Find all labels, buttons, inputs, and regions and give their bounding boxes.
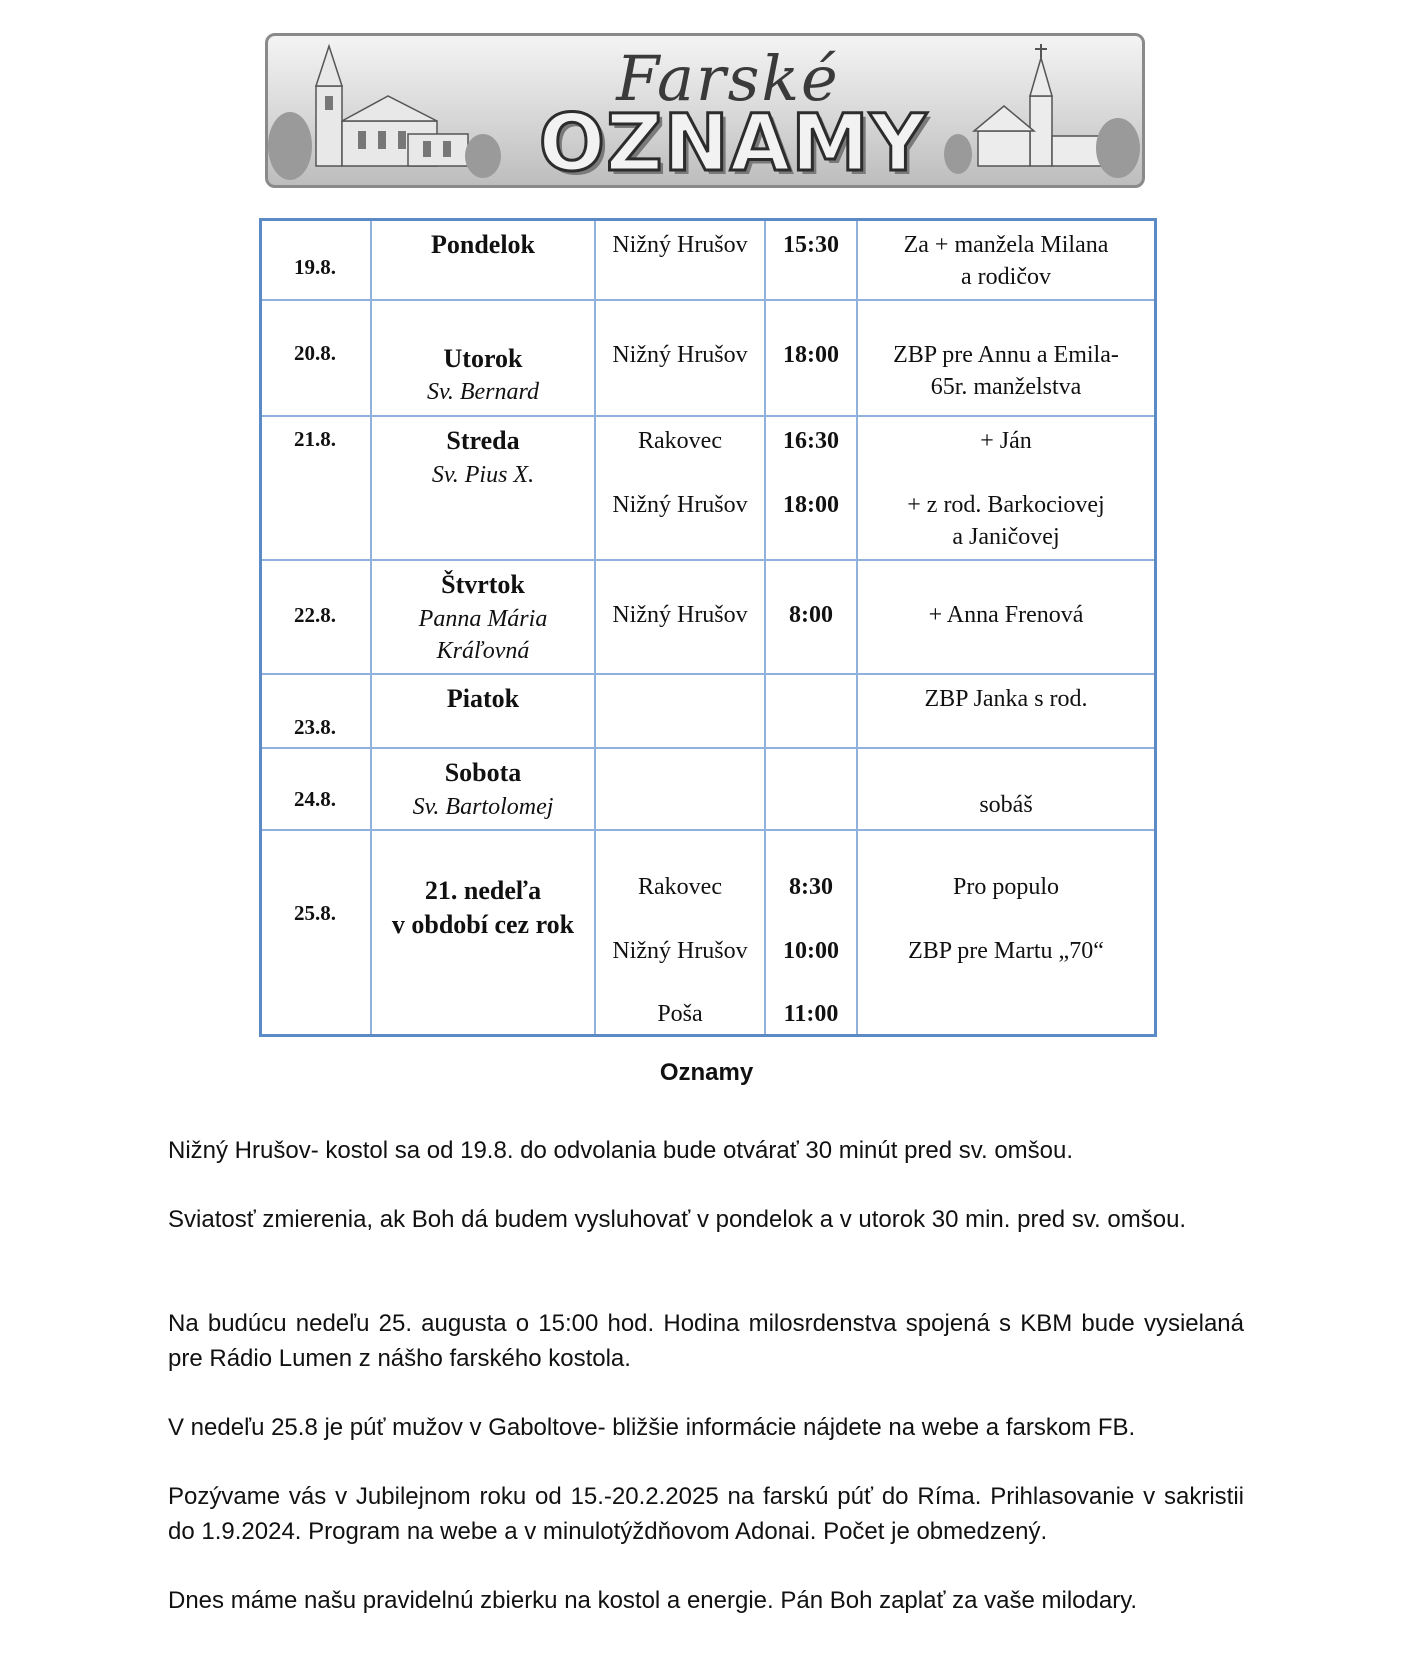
intention-text: ZBP Janka s rod. — [924, 685, 1088, 712]
date-cell — [261, 674, 372, 748]
date-cell — [261, 220, 372, 300]
day-cell — [371, 416, 595, 560]
announcements-title: Oznamy — [659, 1059, 754, 1086]
time-text: 10:00 — [783, 937, 839, 964]
date-text: 22.8. — [294, 602, 336, 627]
table-row — [261, 748, 1156, 830]
day-cell — [371, 830, 595, 1036]
place-cell — [595, 748, 765, 830]
announcement-paragraph: Na budúcu nedeľu 25. augusta o 15:00 hod. Hodina milosrdenstva spojená s KBM bude vysielaná pre Rádio Lumen z nášho farského kostola. — [168, 1310, 1244, 1372]
intention-cell — [857, 748, 1156, 830]
day-name: 21. nedeľa — [424, 875, 542, 905]
day-name: Pondelok — [430, 230, 536, 259]
table-row — [261, 674, 1156, 748]
announcement-paragraph: Pozývame vás v Jubilejnom roku od 15.-20.2.2025 na farskú púť do Ríma. Prihlasovanie v sakristii do 1.9.2024. Program na webe a v minulotýždňovom Adonai. Počet je obmedzený. — [168, 1483, 1244, 1545]
intention-cell — [857, 560, 1156, 674]
time-text: 8:00 — [789, 601, 833, 628]
date-text: 25.8. — [294, 900, 336, 925]
date-text: 21.8. — [294, 426, 336, 451]
time-cell — [765, 674, 857, 748]
day-cell — [371, 560, 595, 674]
time-cell — [765, 300, 857, 416]
intention-cell — [857, 300, 1156, 416]
day-cell — [371, 748, 595, 830]
time-cell — [765, 748, 857, 830]
announcement-paragraph: Dnes máme našu pravidelnú zbierku na kostol a energie. Pán Boh zaplať za vaše milodary. — [168, 1587, 1138, 1614]
intention-text: a Janičovej — [952, 523, 1060, 550]
place-cell — [595, 674, 765, 748]
place-cell — [595, 416, 765, 560]
day-saint: Panna Mária — [418, 605, 548, 632]
day-cell — [371, 674, 595, 748]
place-cell — [595, 830, 765, 1036]
date-text: 24.8. — [294, 786, 336, 811]
intention-cell — [857, 830, 1156, 1036]
day-saint: Sv. Pius X. — [431, 461, 535, 488]
time-cell — [765, 830, 857, 1036]
day-name: Štvrtok — [441, 569, 525, 599]
date-cell — [261, 748, 372, 830]
day-name: Sobota — [444, 757, 522, 787]
intention-cell — [857, 674, 1156, 748]
day-name: Piatok — [446, 683, 520, 713]
intention-text: a rodičov — [961, 264, 1051, 290]
time-text: 15:30 — [783, 232, 839, 258]
intention-text: ZBP pre Annu a Emila- — [893, 341, 1119, 368]
announcement-paragraph: Sviatosť zmierenia, ak Boh dá budem vysluhovať v pondelok a v utorok 30 min. pred sv. omšou. — [168, 1206, 1187, 1233]
place-text: Nižný Hrušov — [612, 601, 748, 628]
date-cell — [261, 560, 372, 674]
mass-schedule-table — [259, 218, 1157, 1037]
place-text: Nižný Hrušov — [612, 341, 748, 368]
date-cell — [261, 300, 372, 416]
intention-text: sobáš — [979, 791, 1033, 818]
date-cell — [261, 830, 372, 1036]
time-text: 18:00 — [783, 491, 839, 518]
table-row — [261, 560, 1156, 674]
farske-oznamy-banner — [265, 33, 1145, 188]
place-text: Nižný Hrušov — [612, 937, 748, 964]
intention-text: ZBP pre Martu „70“ — [908, 937, 1104, 964]
time-cell — [765, 416, 857, 560]
intention-text: + Anna Frenová — [928, 601, 1084, 628]
date-text: 23.8. — [294, 714, 336, 739]
day-saint: Sv. Bartolomej — [412, 793, 554, 820]
banner-script-title: Farské — [616, 42, 840, 115]
intention-text: + z rod. Barkociovej — [907, 491, 1105, 518]
day-cell — [371, 220, 595, 300]
place-cell — [595, 560, 765, 674]
table-row — [261, 220, 1156, 300]
table-row — [261, 830, 1156, 1036]
place-text: Poša — [657, 1000, 703, 1027]
intention-text: 65r. manželstva — [930, 373, 1082, 400]
announcement-paragraph: V nedeľu 25.8 je púť mužov v Gaboltove- bližšie informácie nájdete na webe a farskom FB. — [168, 1414, 1136, 1441]
place-text: Nižný Hrušov — [612, 491, 748, 518]
time-text: 16:30 — [783, 427, 839, 454]
date-cell — [261, 416, 372, 560]
table-row — [261, 416, 1156, 560]
time-text: 18:00 — [783, 341, 839, 368]
intention-text: + Ján — [980, 427, 1032, 454]
date-text: 20.8. — [294, 340, 336, 365]
day-name: Utorok — [443, 343, 523, 373]
place-cell — [595, 220, 765, 300]
day-saint: Sv. Bernard — [427, 378, 539, 405]
intention-cell — [857, 416, 1156, 560]
day-saint: Kráľovná — [436, 637, 530, 664]
date-text: 19.8. — [294, 255, 336, 279]
place-text: Rakovec — [638, 427, 722, 454]
place-text: Nižný Hrušov — [612, 232, 748, 258]
intention-text: Za + manžela Milana — [903, 232, 1109, 258]
announcement-paragraph: Nižný Hrušov- kostol sa od 19.8. do odvolania bude otvárať 30 minút pred sv. omšou. — [168, 1137, 1074, 1164]
banner-main-title: OZNAMY — [538, 99, 928, 188]
time-cell — [765, 560, 857, 674]
place-cell — [595, 300, 765, 416]
intention-cell — [857, 220, 1156, 300]
table-row — [261, 300, 1156, 416]
time-text: 11:00 — [783, 1000, 839, 1027]
intention-text: Pro populo — [952, 873, 1059, 900]
time-text: 8:30 — [789, 873, 833, 900]
place-text: Rakovec — [638, 873, 722, 900]
day-name: Streda — [446, 425, 520, 455]
day-cell — [371, 300, 595, 416]
time-cell — [765, 220, 857, 300]
day-name: v období cez rok — [391, 909, 575, 939]
